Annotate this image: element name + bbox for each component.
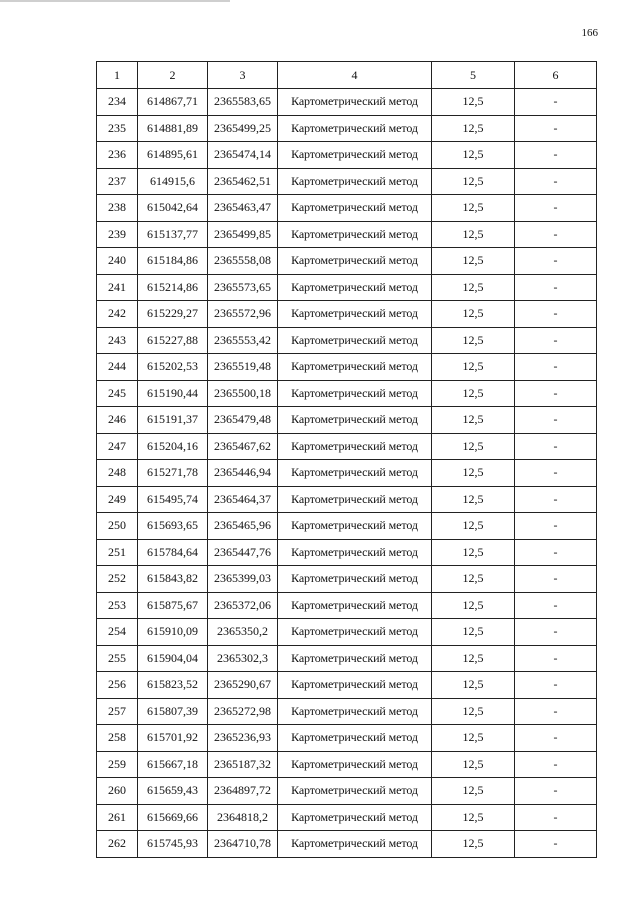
method-cell: Картометрический метод <box>278 407 432 434</box>
point-number-cell: 256 <box>97 672 138 699</box>
x-coordinate-cell: 614895,61 <box>138 142 208 169</box>
note-cell: - <box>515 645 597 672</box>
note-cell: - <box>515 539 597 566</box>
method-cell: Картометрический метод <box>278 539 432 566</box>
method-cell: Картометрический метод <box>278 619 432 646</box>
method-cell: Картометрический метод <box>278 592 432 619</box>
table-row <box>97 248 597 275</box>
method-cell: Картометрический метод <box>278 115 432 142</box>
x-coordinate-cell: 615229,27 <box>138 301 208 328</box>
table-row <box>97 354 597 381</box>
accuracy-cell: 12,5 <box>432 778 515 805</box>
y-coordinate-cell: 2365462,51 <box>208 168 278 195</box>
table-row <box>97 725 597 752</box>
x-coordinate-cell: 615271,78 <box>138 460 208 487</box>
point-number-cell: 245 <box>97 380 138 407</box>
method-cell: Картометрический метод <box>278 274 432 301</box>
table-row <box>97 672 597 699</box>
method-cell: Картометрический метод <box>278 142 432 169</box>
method-cell: Картометрический метод <box>278 433 432 460</box>
x-coordinate-cell: 615843,82 <box>138 566 208 593</box>
y-coordinate-cell: 2365446,94 <box>208 460 278 487</box>
y-coordinate-cell: 2365290,67 <box>208 672 278 699</box>
note-cell: - <box>515 778 597 805</box>
accuracy-cell: 12,5 <box>432 592 515 619</box>
method-cell: Картометрический метод <box>278 248 432 275</box>
note-cell: - <box>515 168 597 195</box>
point-number-cell: 235 <box>97 115 138 142</box>
x-coordinate-cell: 615184,86 <box>138 248 208 275</box>
table-row <box>97 221 597 248</box>
y-coordinate-cell: 2365499,25 <box>208 115 278 142</box>
x-coordinate-cell: 615190,44 <box>138 380 208 407</box>
accuracy-cell: 12,5 <box>432 831 515 858</box>
y-coordinate-cell: 2365474,14 <box>208 142 278 169</box>
header-cell-4: 4 <box>278 62 432 89</box>
x-coordinate-cell: 615495,74 <box>138 486 208 513</box>
method-cell: Картометрический метод <box>278 698 432 725</box>
x-coordinate-cell: 615701,92 <box>138 725 208 752</box>
method-cell: Картометрический метод <box>278 460 432 487</box>
note-cell: - <box>515 89 597 116</box>
point-number-cell: 253 <box>97 592 138 619</box>
method-cell: Картометрический метод <box>278 380 432 407</box>
point-number-cell: 254 <box>97 619 138 646</box>
point-number-cell: 243 <box>97 327 138 354</box>
accuracy-cell: 12,5 <box>432 566 515 593</box>
y-coordinate-cell: 2365372,06 <box>208 592 278 619</box>
table-row <box>97 407 597 434</box>
y-coordinate-cell: 2365572,96 <box>208 301 278 328</box>
note-cell: - <box>515 115 597 142</box>
accuracy-cell: 12,5 <box>432 725 515 752</box>
y-coordinate-cell: 2364897,72 <box>208 778 278 805</box>
accuracy-cell: 12,5 <box>432 221 515 248</box>
point-number-cell: 246 <box>97 407 138 434</box>
method-cell: Картометрический метод <box>278 513 432 540</box>
accuracy-cell: 12,5 <box>432 804 515 831</box>
method-cell: Картометрический метод <box>278 672 432 699</box>
method-cell: Картометрический метод <box>278 725 432 752</box>
header-cell-3: 3 <box>208 62 278 89</box>
y-coordinate-cell: 2365519,48 <box>208 354 278 381</box>
y-coordinate-cell: 2365499,85 <box>208 221 278 248</box>
note-cell: - <box>515 804 597 831</box>
method-cell: Картометрический метод <box>278 751 432 778</box>
table-row <box>97 274 597 301</box>
accuracy-cell: 12,5 <box>432 274 515 301</box>
method-cell: Картометрический метод <box>278 89 432 116</box>
table-row <box>97 380 597 407</box>
note-cell: - <box>515 725 597 752</box>
table-row <box>97 195 597 222</box>
accuracy-cell: 12,5 <box>432 168 515 195</box>
method-cell: Картометрический метод <box>278 327 432 354</box>
accuracy-cell: 12,5 <box>432 486 515 513</box>
table-row <box>97 778 597 805</box>
coordinates-table <box>96 61 597 858</box>
note-cell: - <box>515 195 597 222</box>
method-cell: Картометрический метод <box>278 168 432 195</box>
table-body <box>97 62 597 858</box>
note-cell: - <box>515 751 597 778</box>
table-row <box>97 566 597 593</box>
y-coordinate-cell: 2365583,65 <box>208 89 278 116</box>
table-header-row <box>97 62 597 89</box>
table-row <box>97 751 597 778</box>
point-number-cell: 252 <box>97 566 138 593</box>
y-coordinate-cell: 2365465,96 <box>208 513 278 540</box>
y-coordinate-cell: 2365479,48 <box>208 407 278 434</box>
x-coordinate-cell: 615137,77 <box>138 221 208 248</box>
table-row <box>97 301 597 328</box>
x-coordinate-cell: 615910,09 <box>138 619 208 646</box>
y-coordinate-cell: 2365302,3 <box>208 645 278 672</box>
note-cell: - <box>515 248 597 275</box>
point-number-cell: 262 <box>97 831 138 858</box>
table-row <box>97 804 597 831</box>
point-number-cell: 255 <box>97 645 138 672</box>
point-number-cell: 238 <box>97 195 138 222</box>
y-coordinate-cell: 2364818,2 <box>208 804 278 831</box>
method-cell: Картометрический метод <box>278 486 432 513</box>
header-cell-1: 1 <box>97 62 138 89</box>
table-row <box>97 592 597 619</box>
x-coordinate-cell: 615204,16 <box>138 433 208 460</box>
y-coordinate-cell: 2365573,65 <box>208 274 278 301</box>
note-cell: - <box>515 566 597 593</box>
point-number-cell: 247 <box>97 433 138 460</box>
method-cell: Картометрический метод <box>278 778 432 805</box>
accuracy-cell: 12,5 <box>432 380 515 407</box>
x-coordinate-cell: 615784,64 <box>138 539 208 566</box>
x-coordinate-cell: 615904,04 <box>138 645 208 672</box>
x-coordinate-cell: 615875,67 <box>138 592 208 619</box>
header-cell-6: 6 <box>515 62 597 89</box>
y-coordinate-cell: 2365399,03 <box>208 566 278 593</box>
y-coordinate-cell: 2365553,42 <box>208 327 278 354</box>
x-coordinate-cell: 615667,18 <box>138 751 208 778</box>
x-coordinate-cell: 615202,53 <box>138 354 208 381</box>
accuracy-cell: 12,5 <box>432 539 515 566</box>
accuracy-cell: 12,5 <box>432 142 515 169</box>
method-cell: Картометрический метод <box>278 221 432 248</box>
x-coordinate-cell: 615745,93 <box>138 831 208 858</box>
accuracy-cell: 12,5 <box>432 354 515 381</box>
x-coordinate-cell: 615693,65 <box>138 513 208 540</box>
y-coordinate-cell: 2364710,78 <box>208 831 278 858</box>
x-coordinate-cell: 615669,66 <box>138 804 208 831</box>
table-row <box>97 645 597 672</box>
y-coordinate-cell: 2365463,47 <box>208 195 278 222</box>
note-cell: - <box>515 433 597 460</box>
accuracy-cell: 12,5 <box>432 513 515 540</box>
method-cell: Картометрический метод <box>278 301 432 328</box>
point-number-cell: 244 <box>97 354 138 381</box>
accuracy-cell: 12,5 <box>432 433 515 460</box>
accuracy-cell: 12,5 <box>432 195 515 222</box>
note-cell: - <box>515 301 597 328</box>
table-row <box>97 619 597 646</box>
x-coordinate-cell: 615214,86 <box>138 274 208 301</box>
accuracy-cell: 12,5 <box>432 751 515 778</box>
note-cell: - <box>515 486 597 513</box>
accuracy-cell: 12,5 <box>432 460 515 487</box>
point-number-cell: 234 <box>97 89 138 116</box>
accuracy-cell: 12,5 <box>432 89 515 116</box>
accuracy-cell: 12,5 <box>432 301 515 328</box>
note-cell: - <box>515 460 597 487</box>
table-row <box>97 327 597 354</box>
table-row <box>97 539 597 566</box>
point-number-cell: 241 <box>97 274 138 301</box>
y-coordinate-cell: 2365272,98 <box>208 698 278 725</box>
accuracy-cell: 12,5 <box>432 645 515 672</box>
y-coordinate-cell: 2365350,2 <box>208 619 278 646</box>
x-coordinate-cell: 615823,52 <box>138 672 208 699</box>
accuracy-cell: 12,5 <box>432 115 515 142</box>
x-coordinate-cell: 615227,88 <box>138 327 208 354</box>
point-number-cell: 259 <box>97 751 138 778</box>
point-number-cell: 251 <box>97 539 138 566</box>
table-row <box>97 460 597 487</box>
page-number: 166 <box>581 27 598 39</box>
point-number-cell: 249 <box>97 486 138 513</box>
point-number-cell: 257 <box>97 698 138 725</box>
table-row <box>97 115 597 142</box>
x-coordinate-cell: 615659,43 <box>138 778 208 805</box>
note-cell: - <box>515 221 597 248</box>
y-coordinate-cell: 2365447,76 <box>208 539 278 566</box>
y-coordinate-cell: 2365558,08 <box>208 248 278 275</box>
method-cell: Картометрический метод <box>278 566 432 593</box>
table-row <box>97 142 597 169</box>
y-coordinate-cell: 2365187,32 <box>208 751 278 778</box>
note-cell: - <box>515 380 597 407</box>
table-row <box>97 89 597 116</box>
note-cell: - <box>515 619 597 646</box>
point-number-cell: 237 <box>97 168 138 195</box>
table-row <box>97 698 597 725</box>
header-cell-5: 5 <box>432 62 515 89</box>
x-coordinate-cell: 614867,71 <box>138 89 208 116</box>
y-coordinate-cell: 2365236,93 <box>208 725 278 752</box>
method-cell: Картометрический метод <box>278 354 432 381</box>
accuracy-cell: 12,5 <box>432 327 515 354</box>
accuracy-cell: 12,5 <box>432 698 515 725</box>
top-rule-line <box>0 0 230 2</box>
point-number-cell: 248 <box>97 460 138 487</box>
method-cell: Картометрический метод <box>278 645 432 672</box>
note-cell: - <box>515 142 597 169</box>
x-coordinate-cell: 614915,6 <box>138 168 208 195</box>
table-row <box>97 168 597 195</box>
accuracy-cell: 12,5 <box>432 407 515 434</box>
table-row <box>97 486 597 513</box>
point-number-cell: 240 <box>97 248 138 275</box>
table-row <box>97 433 597 460</box>
point-number-cell: 236 <box>97 142 138 169</box>
note-cell: - <box>515 513 597 540</box>
accuracy-cell: 12,5 <box>432 248 515 275</box>
point-number-cell: 258 <box>97 725 138 752</box>
point-number-cell: 242 <box>97 301 138 328</box>
x-coordinate-cell: 615807,39 <box>138 698 208 725</box>
note-cell: - <box>515 592 597 619</box>
note-cell: - <box>515 831 597 858</box>
accuracy-cell: 12,5 <box>432 672 515 699</box>
point-number-cell: 260 <box>97 778 138 805</box>
y-coordinate-cell: 2365467,62 <box>208 433 278 460</box>
accuracy-cell: 12,5 <box>432 619 515 646</box>
x-coordinate-cell: 614881,89 <box>138 115 208 142</box>
x-coordinate-cell: 615042,64 <box>138 195 208 222</box>
y-coordinate-cell: 2365464,37 <box>208 486 278 513</box>
point-number-cell: 261 <box>97 804 138 831</box>
table-row <box>97 513 597 540</box>
note-cell: - <box>515 698 597 725</box>
note-cell: - <box>515 672 597 699</box>
method-cell: Картометрический метод <box>278 831 432 858</box>
point-number-cell: 250 <box>97 513 138 540</box>
note-cell: - <box>515 327 597 354</box>
table-row <box>97 831 597 858</box>
y-coordinate-cell: 2365500,18 <box>208 380 278 407</box>
method-cell: Картометрический метод <box>278 195 432 222</box>
note-cell: - <box>515 407 597 434</box>
note-cell: - <box>515 274 597 301</box>
method-cell: Картометрический метод <box>278 804 432 831</box>
x-coordinate-cell: 615191,37 <box>138 407 208 434</box>
header-cell-2: 2 <box>138 62 208 89</box>
point-number-cell: 239 <box>97 221 138 248</box>
note-cell: - <box>515 354 597 381</box>
